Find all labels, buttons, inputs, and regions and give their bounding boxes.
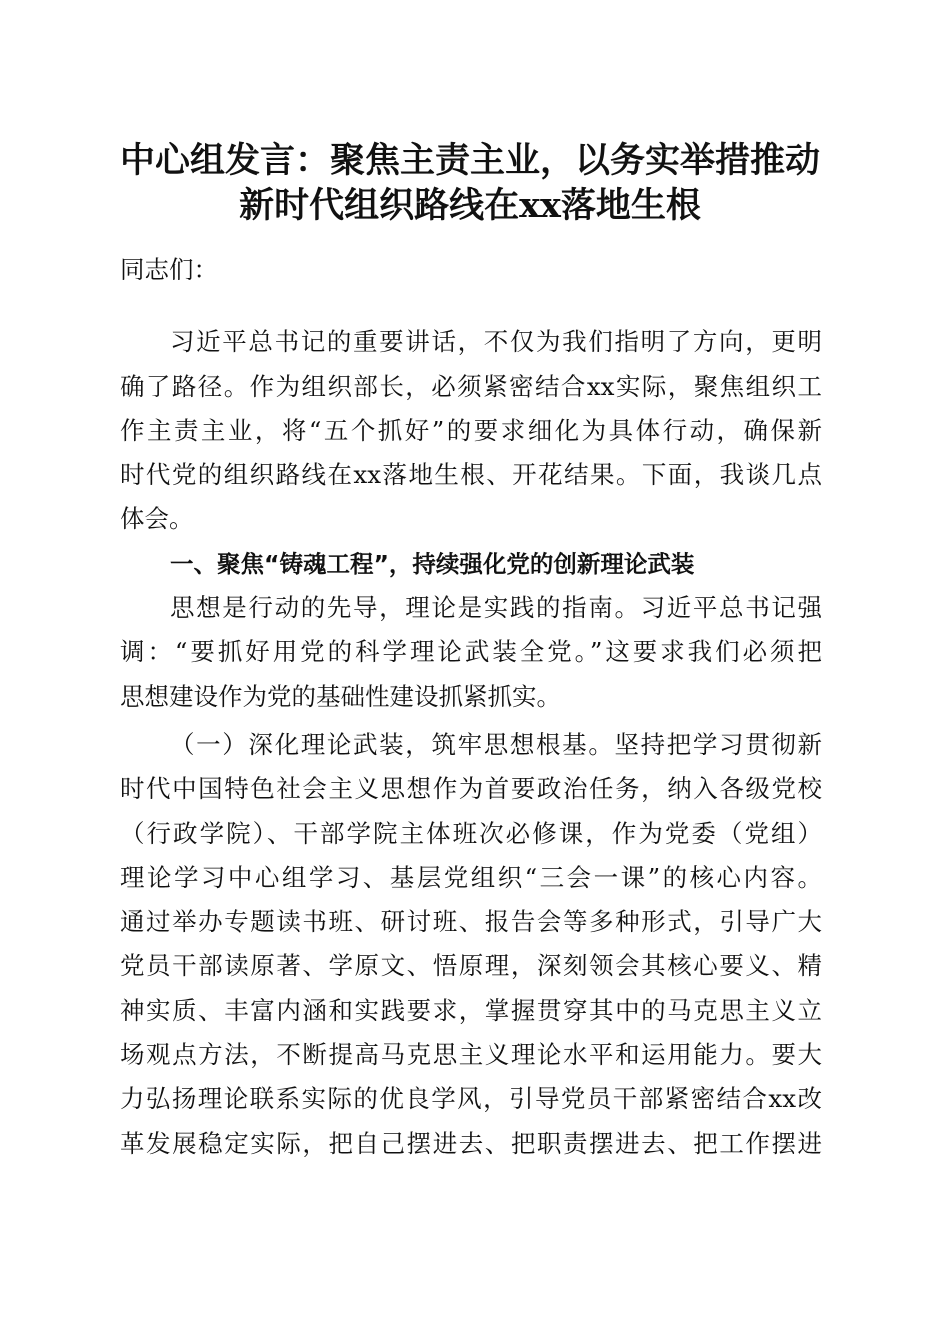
text-line: 时代中国特色社会主义思想作为首要政治任务，纳入各级党校: [120, 774, 822, 804]
text-line: 习近平总书记的重要讲话，不仅为我们指明了方向，更明: [170, 327, 822, 357]
text-line: 思想建设作为党的基础性建设抓紧抓实。: [120, 681, 561, 711]
title-line-2: 新时代组织路线在xx落地生根: [239, 185, 701, 226]
text-line: 理论学习中心组学习、基层党组织“三会一课”的核心内容。: [120, 862, 822, 892]
title-line-1: 中心组发言：聚焦主责主业，以务实举措推动: [119, 140, 820, 181]
text-line: 革发展稳定实际，把自己摆进去、把职责摆进去、把工作摆进: [120, 1128, 822, 1158]
text-line: 场观点方法，不断提高马克思主义理论水平和运用能力。要大: [120, 1040, 822, 1070]
section-heading-1: 一、聚焦“铸魂工程”，持续强化党的创新理论武装: [170, 549, 695, 578]
text-line: 力弘扬理论联系实际的优良学风，引导党员干部紧密结合xx改: [120, 1084, 822, 1114]
paragraph-intro: [120, 320, 822, 541]
paragraph-subsection-1: [120, 723, 822, 1166]
greeting: 同志们：: [120, 255, 218, 284]
text-line: 作主责主业，将“五个抓好”的要求细化为具体行动，确保新: [120, 415, 822, 445]
text-line: 通过举办专题读书班、研讨班、报告会等多种形式，引导广大: [120, 907, 822, 937]
text-line: 神实质、丰富内涵和实践要求，掌握贯穿其中的马克思主义立: [120, 995, 822, 1025]
text-line: 时代党的组织路线在xx落地生根、开花结果。下面，我谈几点: [120, 460, 822, 490]
text-line: （行政学院）、干部学院主体班次必修课，作为党委（党组）: [120, 818, 822, 848]
text-line: 思想是行动的先导，理论是实践的指南。习近平总书记强: [170, 593, 822, 623]
document-title: [110, 138, 830, 228]
text-line: 调：“要抓好用党的科学理论武装全党。”这要求我们必须把: [120, 637, 822, 667]
document-body: [120, 248, 822, 1166]
text-line: 确了路径。作为组织部长，必须紧密结合xx实际，聚焦组织工: [120, 371, 822, 401]
text-line: （一）深化理论武装，筑牢思想根基。坚持把学习贯彻新: [170, 729, 822, 759]
text-line: 体会。: [120, 504, 194, 534]
text-line: 党员干部读原著、学原文、悟原理，深刻领会其核心要义、精: [120, 951, 822, 981]
paragraph-section-1-intro: [120, 586, 822, 719]
